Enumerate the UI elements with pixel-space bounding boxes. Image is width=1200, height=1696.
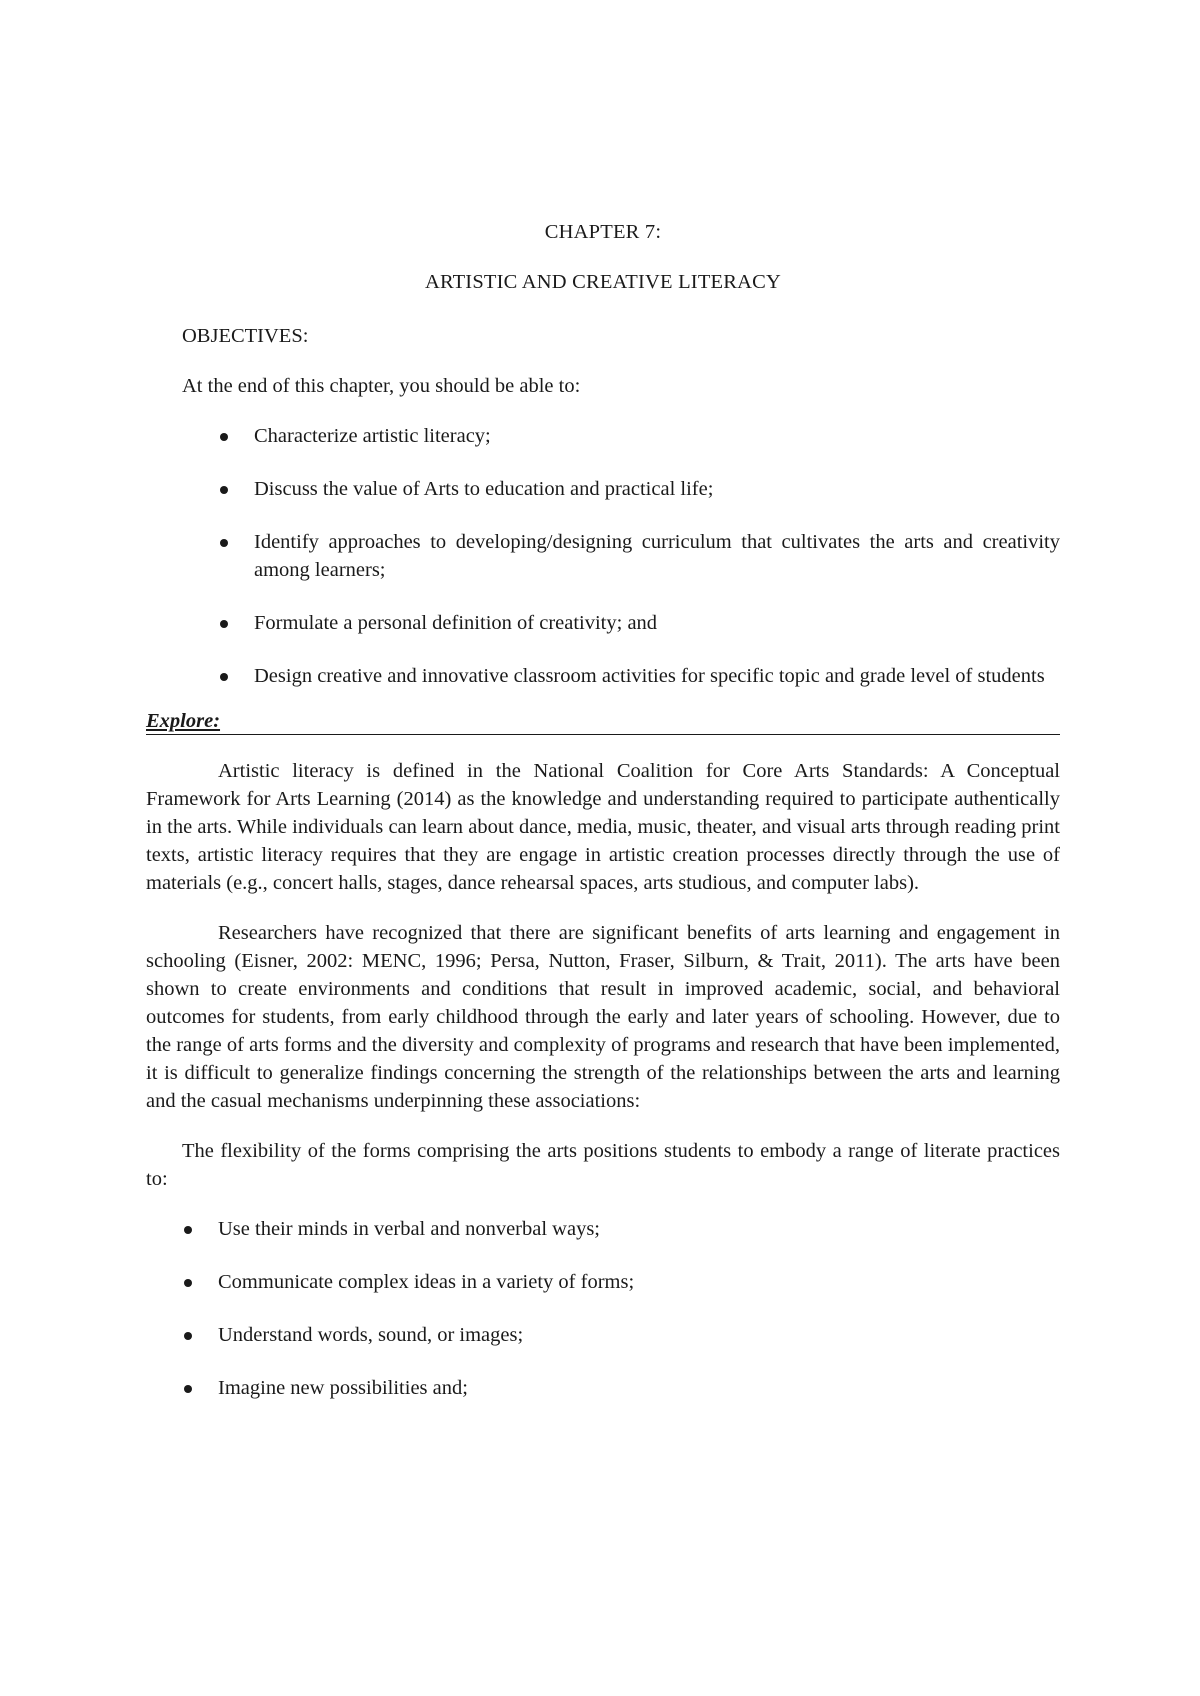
objective-item: Identify approaches to developing/designing curriculum that cultivates the arts and creativity among learners; [254,528,1060,584]
explore-heading-text: Explore: [146,710,221,732]
explore-paragraph-3: The flexibility of the forms comprising the arts positions students to embody a range of literate practices to: [146,1140,1060,1190]
literate-practices-list [146,1215,1060,1402]
chapter-number: CHAPTER 7: [544,221,662,243]
objectives-heading: OBJECTIVES: [182,325,309,347]
explore-paragraph-1: Artistic literacy is defined in the National Coalition for Core Arts Standards: A Conceptual Framework for Arts Learning (2014) as the knowledge and understanding required to participate authentically in the arts. While individuals can learn about dance, media, music, theater, and visual arts through reading print texts, artistic literacy requires that they are engage in artistic creation processes directly through the use of materials (e.g., concert halls, stages, dance rehearsal spaces, arts studious, and computer labs). [146,760,1060,894]
practice-item: Imagine new possibilities and; [218,1374,1060,1402]
objective-item: Characterize artistic literacy; [254,422,1060,450]
objective-item: Formulate a personal definition of creativity; and [254,609,1060,637]
objectives-list [146,422,1060,690]
practice-item: Understand words, sound, or images; [218,1321,1060,1349]
practice-item: Use their minds in verbal and nonverbal ways; [218,1215,1060,1243]
objective-item: Design creative and innovative classroom activities for specific topic and grade level of students [254,662,1060,690]
objective-item: Discuss the value of Arts to education and practical life; [254,475,1060,503]
objectives-intro: At the end of this chapter, you should be able to: [182,375,581,397]
explore-paragraph-2: Researchers have recognized that there are significant benefits of arts learning and engagement in schooling (Eisner, 2002: MENC, 1996; Persa, Nutton, Fraser, Silburn, & Trait, 2011). The arts have been shown to create environments and conditions that result in improved academic, social, and behavioral outcomes for students, from early childhood through the early and later years of schooling. However, due to the range of arts forms and the diversity and complexity of programs and research that have been implemented, it is difficult to generalize findings concerning the strength of the relationships between the arts and learning and the casual mechanisms underpinning these associations: [146,922,1060,1112]
practice-item: Communicate complex ideas in a variety of forms; [218,1268,1060,1296]
page-content [146,218,1060,1427]
explore-section-heading [146,708,1060,735]
chapter-title: ARTISTIC AND CREATIVE LITERACY [424,271,782,293]
